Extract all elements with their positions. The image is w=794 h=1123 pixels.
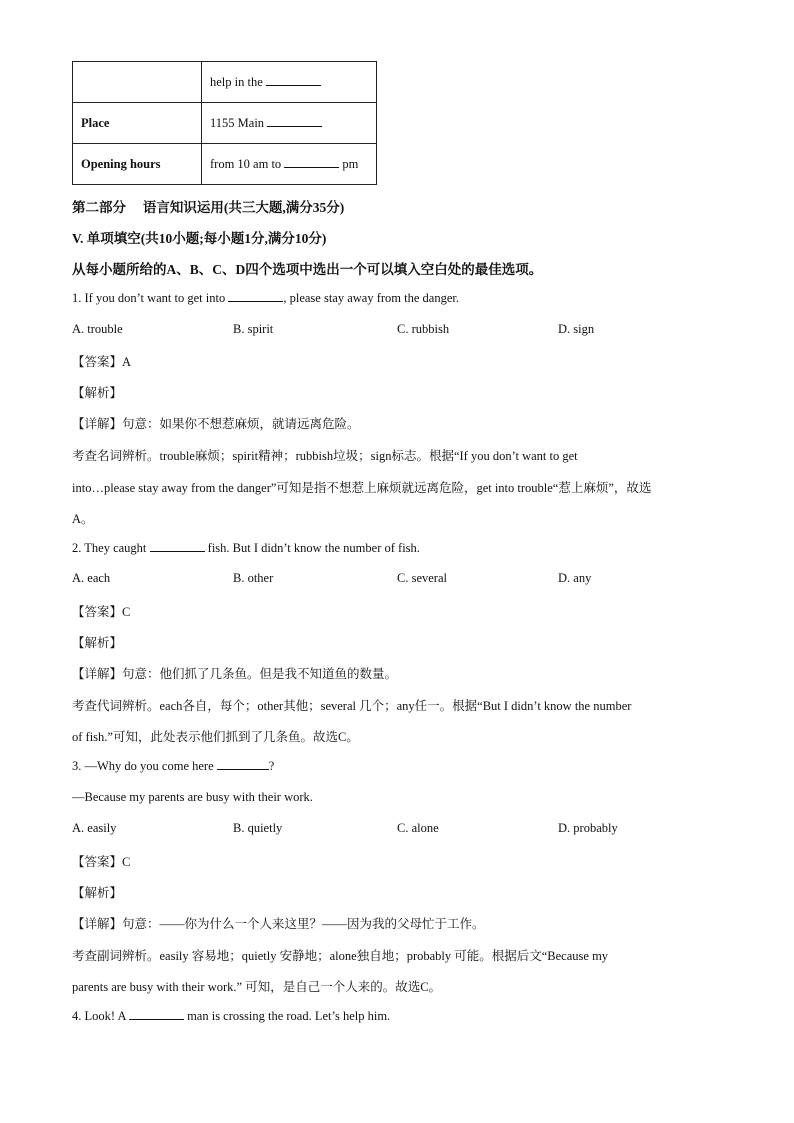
option-b: B. spirit <box>233 322 274 336</box>
answer-blank <box>129 1008 184 1020</box>
option-a: A. trouble <box>72 322 123 336</box>
option-c: C. alone <box>397 821 439 835</box>
answer-blank <box>150 540 205 552</box>
answer-line: 【答案】C <box>72 605 131 619</box>
table-value-cell: help in the <box>202 62 377 103</box>
part-title: 第二部分 语言知识运用(共三大题,满分35分) <box>72 200 345 215</box>
table-row <box>73 103 377 144</box>
answer-line: 【答案】C <box>72 855 131 869</box>
analysis-label: 【解析】 <box>72 386 123 400</box>
instruction: 从每小题所给的A、B、C、D四个选项中选出一个可以填入空白处的最佳选项。 <box>72 262 543 277</box>
sub-title: V. 单项填空(共10小题;每小题1分,满分10分) <box>72 231 327 246</box>
question-stem: 4. Look! A man is crossing the road. Let’s help him. <box>72 1009 391 1023</box>
detail-line: 【详解】句意：他们抓了几条鱼。但是我不知道鱼的数量。 <box>72 667 398 681</box>
explanation-line: 考查代词辨析。each各自，每个；other其他；several 几个；any任一。根据“But I didn’t know the number <box>72 699 632 713</box>
explanation-line: parents are busy with their work.” 可知，是自己一个人来的。故选C。 <box>72 980 442 994</box>
table-value-cell: from 10 am to pm <box>202 144 377 185</box>
option-b: B. quietly <box>233 821 283 835</box>
answer-blank <box>217 758 269 770</box>
detail-line: 【详解】句意：如果你不想惹麻烦，就请远离危险。 <box>72 417 360 431</box>
explanation-line: 考查名词辨析。trouble麻烦；spirit精神；rubbish垃圾；sign标志。根据“If you don’t want to get <box>72 449 578 463</box>
info-table <box>72 61 377 185</box>
explanation-line: 考查副词辨析。easily 容易地；quietly 安静地；alone独自地；probably 可能。根据后文“Because my <box>72 949 609 963</box>
question-stem: 3. —Why do you come here ? <box>72 759 275 773</box>
analysis-label: 【解析】 <box>72 636 123 650</box>
question-stem-line2: —Because my parents are busy with their work. <box>72 790 313 804</box>
option-a: A. each <box>72 571 111 585</box>
option-a: A. easily <box>72 821 117 835</box>
option-d: D. probably <box>558 821 618 835</box>
answer-line: 【答案】A <box>72 355 132 369</box>
option-c: C. several <box>397 571 447 585</box>
table-value-cell: 1155 Main <box>202 103 377 144</box>
table-row <box>73 144 377 185</box>
option-d: D. sign <box>558 322 595 336</box>
answer-blank <box>228 290 283 302</box>
option-c: C. rubbish <box>397 322 450 336</box>
explanation-line: A。 <box>72 512 94 526</box>
table-label-cell: Place <box>73 103 202 144</box>
question-stem: 2. They caught fish. But I didn’t know the number of fish. <box>72 541 420 555</box>
option-b: B. other <box>233 571 274 585</box>
option-d: D. any <box>558 571 592 585</box>
answer-blank <box>284 156 339 168</box>
detail-line: 【详解】句意：——你为什么一个人来这里？——因为我的父母忙于工作。 <box>72 917 485 931</box>
table-label-cell: Opening hours <box>73 144 202 185</box>
table-row <box>73 62 377 103</box>
table-label-cell <box>73 62 202 103</box>
explanation-line: of fish.”可知，此处表示他们抓到了几条鱼。故选C。 <box>72 730 359 744</box>
answer-blank <box>266 74 321 86</box>
answer-blank <box>267 115 322 127</box>
explanation-line: into…please stay away from the danger”可知是指不想惹上麻烦就远离危险，get into trouble“惹上麻烦”，故选 <box>72 481 652 495</box>
question-stem: 1. If you don’t want to get into , please stay away from the danger. <box>72 291 459 305</box>
analysis-label: 【解析】 <box>72 886 123 900</box>
